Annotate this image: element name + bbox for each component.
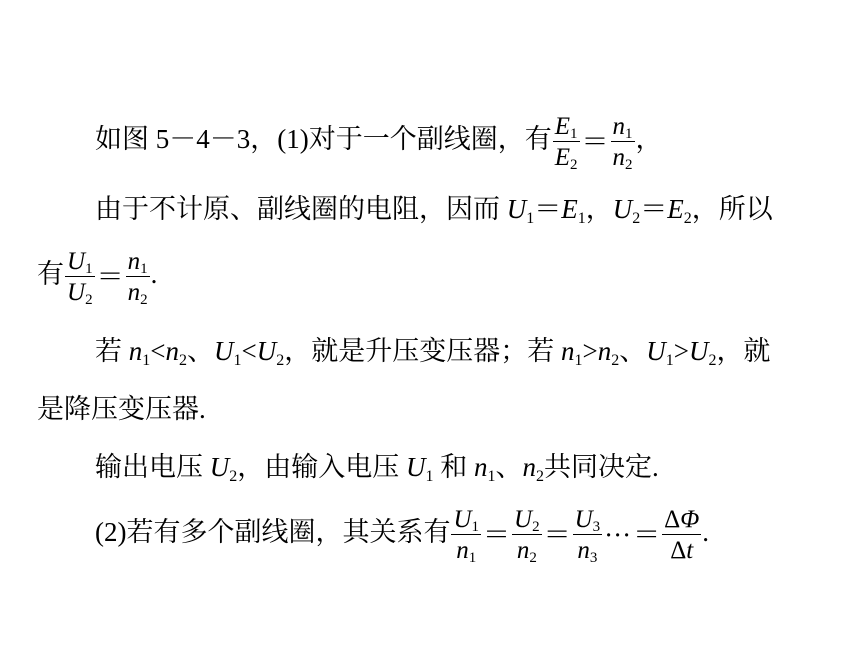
equals-sign: ＝ — [581, 126, 609, 157]
fraction-u1-n1: $\frac{U_1}{n_1}$ — [453, 506, 480, 566]
fraction-dphi-dt: $\frac{\Delta\Phi}{\Delta t}$ — [664, 506, 700, 564]
fraction-u1-u2: $\frac{U_1}{U_2}$ — [67, 248, 93, 308]
fraction-u3-n3: $\frac{U_3}{n_3}$ — [574, 506, 601, 566]
paragraph-7: (2)若有多个副线圈，其关系有 $\frac{U_1}{n_1}$ ＝ $\frac{U_2}{n_2}$ ＝ $\frac{U_3}{n_3}$ ···＝ $\frac{\Delta\Phi}{\Delta t}$ . — [95, 506, 710, 566]
fraction-u2-n2: $\frac{U_2}{n_2}$ — [514, 506, 540, 566]
paragraph-6: 输出电压 $U_2$，由输入电压 $U_1$ 和 $n_1$、$n_2$共同决定. — [95, 452, 659, 485]
paragraph-4: 若 $n_1<n_2$、$U_1<U_2$，就是升压变压器；若 $n_1>n_2$、$U_1>U_2$，就 — [95, 336, 771, 369]
paragraph-2: 由于不计原、副线圈的电阻，因而 $U_1=E_1$，$U_2=E_2$，所以 — [95, 194, 773, 227]
fraction-n1-n2: $\frac{n_1}{n_2}$ — [612, 113, 633, 173]
paragraph-3: 有 $\frac{U_1}{U_2}$ ＝ $\frac{n_1}{n_2}$ . — [37, 248, 158, 308]
fraction-e1-e2: $\frac{E_1}{E_2}$ — [554, 113, 578, 173]
p1-text: 如图 5－4－3，(1)对于一个副线圈，有 — [95, 124, 552, 155]
paragraph-5: 是降压变压器. — [37, 394, 206, 424]
fraction-n1-n2: $\frac{n_1}{n_2}$ — [127, 248, 148, 308]
paragraph-1: 如图 5－4－3，(1)对于一个副线圈，有 $\frac{E_1}{E_2}$ ＝ $\frac{n_1}{n_2}$ ， — [95, 113, 663, 173]
